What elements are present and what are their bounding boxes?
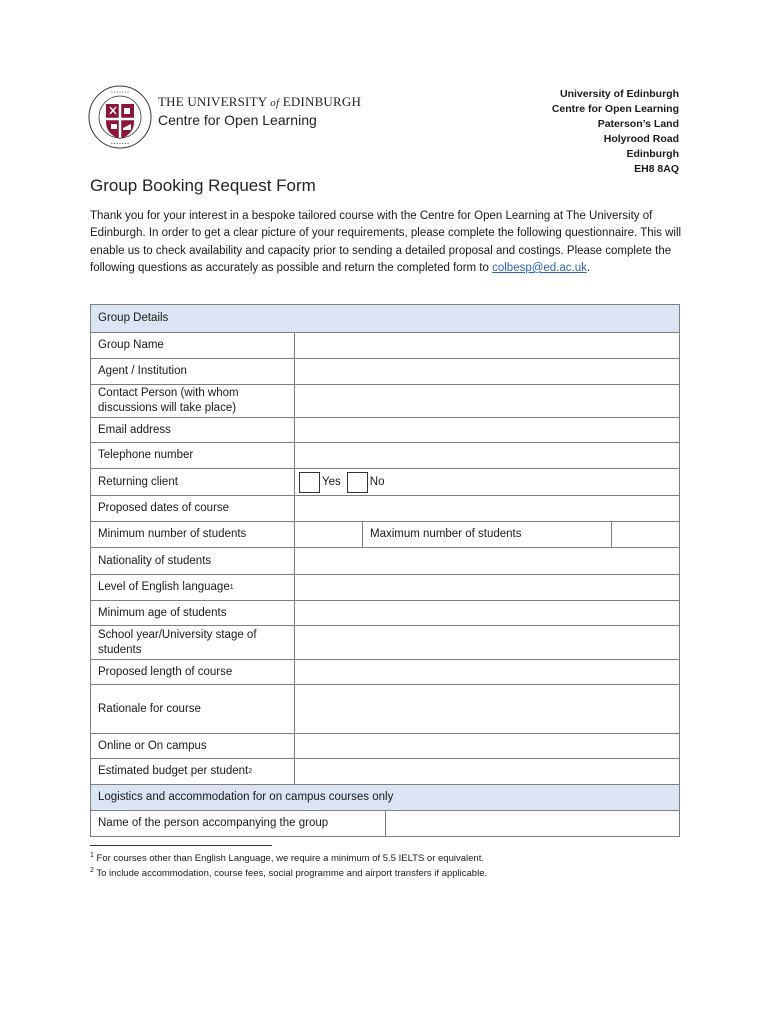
rationale-label: Rationale for course xyxy=(91,685,295,733)
footnote-marker-1: 1 xyxy=(90,851,94,859)
svg-text:• • • • • • •: • • • • • • • xyxy=(111,141,129,146)
rationale-field[interactable] xyxy=(295,685,679,733)
form-row xyxy=(91,384,679,417)
form-row xyxy=(91,442,679,468)
returning-client-options xyxy=(295,469,679,495)
english-level-text: Level of English language xyxy=(98,581,230,593)
footnote-divider xyxy=(90,845,272,846)
form-row xyxy=(91,547,679,574)
footnotes xyxy=(90,851,487,881)
footnote-2-text: To include accommodation, course fees, social programme and airport transfers if applicable. xyxy=(93,868,488,879)
logo-name-of: of xyxy=(270,97,280,109)
university-crest-logo xyxy=(87,84,153,150)
yes-label: Yes xyxy=(322,475,341,488)
no-checkbox[interactable] xyxy=(347,472,368,493)
address-line: Centre for Open Learning xyxy=(551,103,679,115)
form-row xyxy=(91,810,679,836)
section-header-row xyxy=(91,305,679,332)
course-length-field[interactable] xyxy=(295,660,679,684)
postal-address xyxy=(552,87,679,177)
email-link[interactable]: colbesp@ed.ac.uk xyxy=(492,261,587,274)
min-age-field[interactable] xyxy=(295,601,679,625)
accompanying-person-label: Name of the person accompanying the group xyxy=(91,811,386,836)
form-row xyxy=(91,684,679,733)
footnote-marker-2: 2 xyxy=(90,866,94,874)
group-name-field[interactable] xyxy=(295,333,679,358)
budget-label: Estimated budget per student 2 xyxy=(91,759,295,784)
yes-checkbox[interactable] xyxy=(299,472,320,493)
form-row xyxy=(91,332,679,358)
agent-institution-label: Agent / Institution xyxy=(91,359,295,384)
group-name-label: Group Name xyxy=(91,333,295,358)
logo-university-name xyxy=(158,95,361,110)
form-row xyxy=(91,758,679,784)
min-students-label: Minimum number of students xyxy=(91,522,295,547)
logo-name-part2: EDINBURGH xyxy=(282,94,362,109)
course-length-label: Proposed length of course xyxy=(91,660,295,684)
min-age-label: Minimum age of students xyxy=(91,601,295,625)
booking-form-table xyxy=(90,304,680,837)
contact-person-label: Contact Person (with whom discussions will take place) xyxy=(91,385,295,417)
online-campus-label: Online or On campus xyxy=(91,734,295,758)
max-students-field[interactable] xyxy=(612,522,679,547)
page-title: Group Booking Request Form xyxy=(90,176,316,195)
email-address-field[interactable] xyxy=(295,418,679,442)
intro-end: . xyxy=(586,261,591,274)
telephone-label: Telephone number xyxy=(91,443,295,468)
proposed-dates-label: Proposed dates of course xyxy=(91,496,295,521)
footnote-1 xyxy=(90,851,487,866)
form-row xyxy=(91,468,679,495)
section-title-group-details: Group Details xyxy=(91,305,679,332)
footnote-2 xyxy=(90,866,487,881)
address-line: Holyrood Road xyxy=(603,133,679,145)
logo-name-part1: THE UNIVERSITY xyxy=(158,94,267,109)
intro-paragraph xyxy=(90,208,686,277)
intro-text: Thank you for your interest in a bespoke tailored course with the Centre for Open Learning at The University of Edinburgh. In order to get a clear picture of your requirements, please complete the following questionnaire. This will enable us to check availability and capacity prior to sending a detailed proposal and costings. Please complete the following questions as accurately as possible and return the completed form to xyxy=(90,210,682,274)
svg-text:• • • • • • •: • • • • • • • xyxy=(111,89,129,95)
form-row xyxy=(91,495,679,521)
form-row xyxy=(91,600,679,625)
form-row xyxy=(91,358,679,384)
email-address-label: Email address xyxy=(91,418,295,442)
agent-institution-field[interactable] xyxy=(295,359,679,384)
accompanying-person-field[interactable] xyxy=(386,811,679,836)
section-title-logistics: Logistics and accommodation for on campus courses only xyxy=(91,785,679,810)
contact-person-field[interactable] xyxy=(295,385,679,417)
address-line: University of Edinburgh xyxy=(559,88,679,100)
max-students-label: Maximum number of students xyxy=(363,522,612,547)
form-row xyxy=(91,417,679,442)
address-line: Paterson’s Land xyxy=(597,118,679,130)
nationality-label: Nationality of students xyxy=(91,548,295,574)
nationality-field[interactable] xyxy=(295,548,679,574)
english-level-label: Level of English language 1 xyxy=(91,575,295,600)
form-row xyxy=(91,574,679,600)
proposed-dates-field[interactable] xyxy=(295,496,679,521)
form-row xyxy=(91,521,679,547)
form-row xyxy=(91,625,679,659)
form-row xyxy=(91,733,679,758)
logo-centre-name: Centre for Open Learning xyxy=(158,112,317,128)
logo-wordmark xyxy=(158,95,361,129)
footnote-1-text: For courses other than English Language, we require a minimum of 5.5 IELTS or equivalent. xyxy=(93,853,484,864)
online-campus-field[interactable] xyxy=(295,734,679,758)
telephone-field[interactable] xyxy=(295,443,679,468)
budget-text: Estimated budget per student xyxy=(98,765,249,777)
address-line: Edinburgh xyxy=(626,148,679,160)
returning-client-label: Returning client xyxy=(91,469,295,495)
min-students-field[interactable] xyxy=(295,522,363,547)
section-header-row xyxy=(91,784,679,810)
no-label: No xyxy=(369,475,385,488)
school-year-field[interactable] xyxy=(295,626,679,659)
budget-field[interactable] xyxy=(295,759,679,784)
form-row xyxy=(91,659,679,684)
address-line: EH8 8AQ xyxy=(634,163,679,175)
school-year-label: School year/University stage of students xyxy=(91,626,295,659)
english-level-field[interactable] xyxy=(295,575,679,600)
